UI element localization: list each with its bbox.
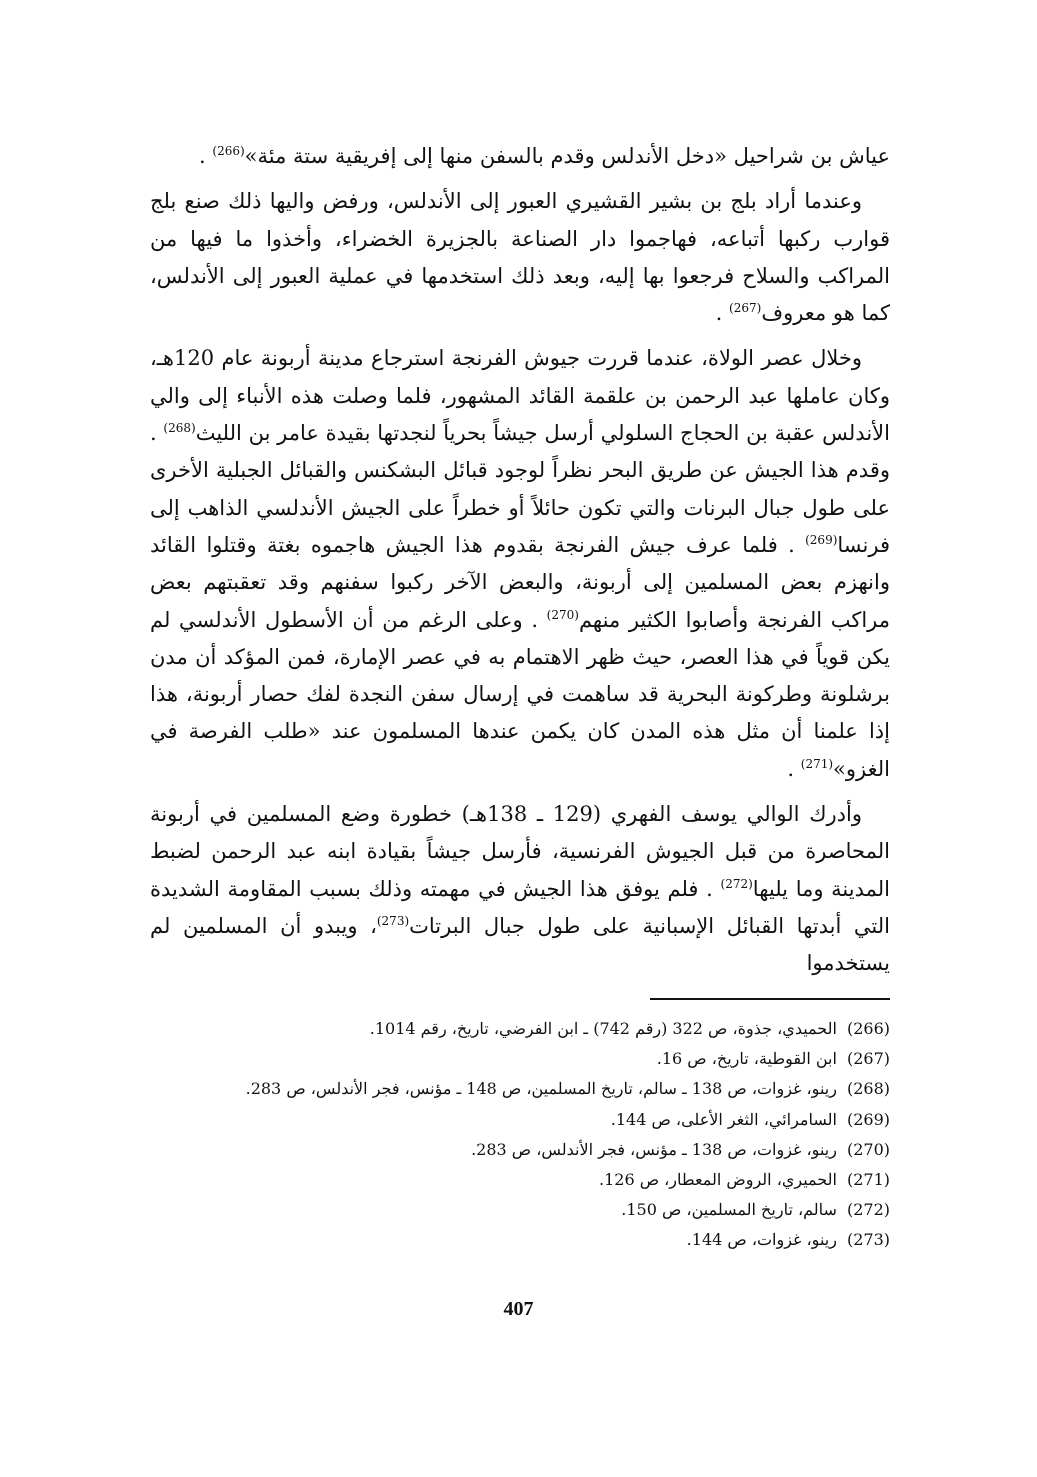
text-run: وأدرك الوالي يوسف الفهري (129 ـ 138هـ) خطورة وضع المسلمين في أربونة المحاصرة من قبل الجيوش الفرنسية، فأرسل جيشاً بقيادة ابنه عبد الرحمن لضبط المدينة وما يليها xyxy=(150,802,891,901)
footnote-ref: (273) xyxy=(376,913,410,928)
text-run: وخلال عصر الولاة، عندما قررت جيوش الفرنجة استرجاع مدينة أربونة عام 120هـ، وكان عاملها عبد الرحمن بن علقمة القائد المشهور، فلما وصلت هذه الأنباء إلى والي الأندلس عقبة بن الحجاج السلولي أرسل جيشاً بحرياً لنجدتها بقيدة عامر بن الليث xyxy=(150,346,890,446)
footnote-text: الحميري، الروض المعطار، ص 126. xyxy=(598,1170,837,1190)
footnote-number: (269) xyxy=(846,1109,890,1129)
paragraph-arbonne xyxy=(150,340,890,788)
text-run: . xyxy=(715,301,730,326)
text-run: . وقدم هذا الجيش عن طريق البحر نظراً لوجود قبائل البشكنس والقبائل الجبلية الأخرى على طول جبال البرنات والتي تكون حائلاً أو خطراً على الجيش الأندلسي الذاهب إلى فرنسا xyxy=(150,421,890,557)
footnote-number: (273) xyxy=(846,1230,890,1250)
footnote-text: رينو، غزوات، ص 138 ـ مؤنس، فجر الأندلس، ص 283. xyxy=(471,1139,837,1159)
footnote-text: رينو، غزوات، ص 138 ـ سالم، تاريخ المسلمين، ص 148 ـ مؤنس، فجر الأندلس، ص 283. xyxy=(245,1079,837,1099)
footnote-number: (266) xyxy=(846,1019,890,1038)
footnote-ref: (268) xyxy=(163,421,196,436)
footnote-number: (272) xyxy=(846,1200,890,1220)
text-run: ، ويبدو أن المسلمين لم يستخدموا xyxy=(150,913,890,976)
footnotes-list xyxy=(150,1014,890,1256)
footnote-271 xyxy=(150,1165,890,1195)
text-run: عياش بن شراحيل «دخل الأندلس وقدم بالسفن منها إلى إفريقية ستة مئة» xyxy=(244,144,890,168)
main-text xyxy=(150,138,890,991)
footnote-ref: (272) xyxy=(720,876,753,891)
footnote-269 xyxy=(150,1105,890,1135)
text-run: . xyxy=(199,144,213,168)
text-run: . xyxy=(787,756,801,781)
text-run: وعندما أراد بلج بن بشير القشيري العبور إلى الأندلس، ورفض واليها ذلك صنع بلج قوارب ركبها أتباعه، فهاجموا دار الصناعة بالجزيرة الخضراء، وأخذوا ما فيها من المراكب والسلاح فرجعوا بها إليه، وبعد ذلك استخدمها في عملية العبور إلى الأندلس، كما هو معروف xyxy=(150,189,890,326)
footnote-268 xyxy=(150,1074,890,1104)
footnote-number: (267) xyxy=(846,1049,890,1069)
footnote-text: ابن القوطية، تاريخ، ص 16. xyxy=(656,1049,837,1069)
footnote-text: رينو، غزوات، ص 144. xyxy=(686,1230,837,1250)
text-run: . وعلى الرغم من أن الأسطول الأندلسي لم يكن قوياً في هذا العصر، حيث ظهر الاهتمام به في عصر الإمارة، فمن المؤكد أن مدن برشلونة وطركونة البحرية قد ساهمت في إرسال سفن النجدة لفك حصار أربونة، هذا إذا علمنا أن مثل هذه المدن كان يكمن عندها المسلمون عند «طلب الفرصة في الغزو» xyxy=(150,607,890,781)
paragraph-yusuf-fihri xyxy=(150,796,890,982)
footnote-number: (270) xyxy=(846,1139,890,1159)
paragraph-balj xyxy=(150,183,890,332)
footnote-ref: (267) xyxy=(729,301,762,316)
footnote-270 xyxy=(150,1135,890,1165)
page-number: 407 xyxy=(503,1298,534,1320)
paragraph-continuation xyxy=(150,138,890,175)
footnote-number: (271) xyxy=(846,1170,890,1190)
footnote-273 xyxy=(150,1225,890,1255)
footnote-number: (268) xyxy=(846,1079,890,1099)
footnote-text: الحميدي، جذوة، ص 322 (رقم 742) ـ ابن الفرضي، تاريخ، رقم 1014. xyxy=(369,1019,837,1038)
footnote-ref: (266) xyxy=(212,144,245,158)
footnote-ref: (269) xyxy=(805,532,838,547)
text-run: . فلم يوفق هذا الجيش في مهمته وذلك بسبب المقاومة الشديدة التي أبدتها القبائل الإسبانية على طول جبال البرتات xyxy=(150,876,890,938)
footnote-separator xyxy=(650,998,890,1000)
footnote-267 xyxy=(150,1044,890,1074)
text-run: . فلما عرف جيش الفرنجة بقدوم هذا الجيش هاجموه بغتة وقتلوا القائد وانهزم بعض المسلمين إلى أربونة، والبعض الآخر ركبوا سفنهم وقد تعقبتهم بعض مراكب الفرنجة وأصابوا الكثير منهم xyxy=(150,532,890,632)
footnote-ref: (271) xyxy=(800,756,834,771)
footnote-272 xyxy=(150,1195,890,1225)
footnote-text: سالم، تاريخ المسلمين، ص 150. xyxy=(621,1200,837,1220)
footnote-ref: (270) xyxy=(546,607,579,622)
footnote-266 xyxy=(150,1014,890,1044)
footnote-text: السامرائي، الثغر الأعلى، ص 144. xyxy=(610,1109,837,1129)
